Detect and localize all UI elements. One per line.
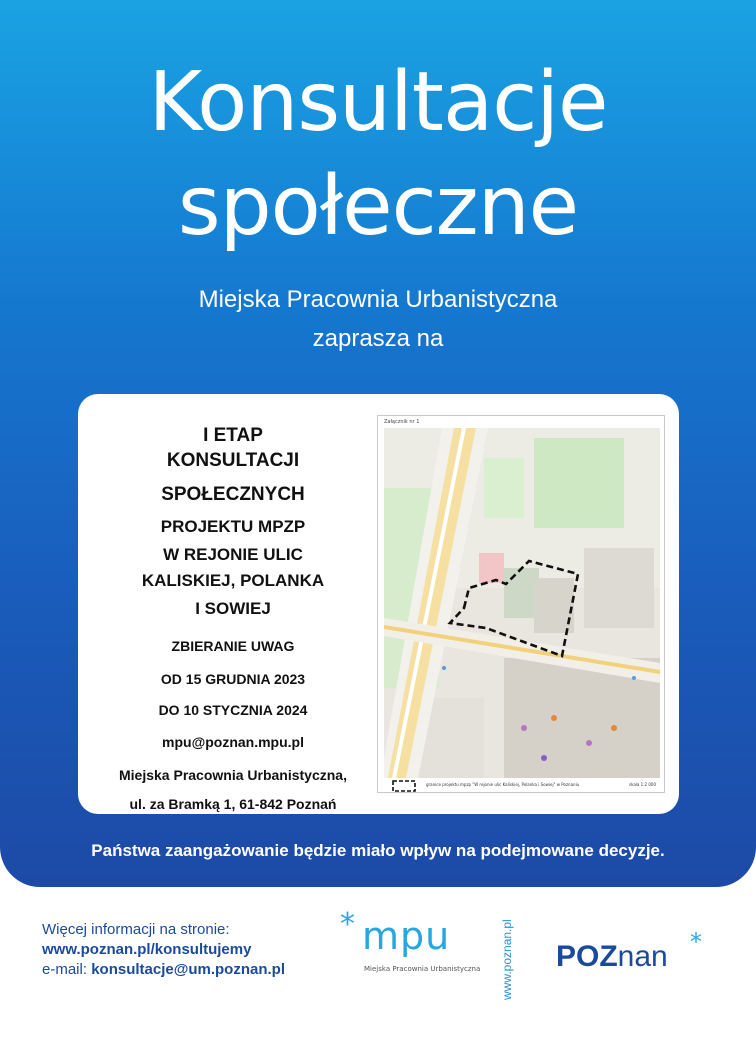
mpu-logo-text: mpu — [362, 914, 451, 958]
subtitle-line-1: Miejska Pracownia Urbanistyczna — [198, 286, 558, 313]
project-line: KALISKIEJ, POLANKA — [141, 571, 325, 590]
asterisk-icon: * — [690, 928, 702, 956]
project-line: W REJONIE ULIC — [163, 545, 303, 564]
poznan-logo-caps: POZ — [556, 940, 618, 973]
collection-label: ZBIERANIE UWAG — [171, 638, 295, 654]
map-legend-text: granice projektu mpzp "W rejonie ulic Kaliskiej, Polanka i Sowiej" w Poznaniu — [426, 782, 580, 787]
stage-line: KONSULTACJI — [166, 450, 300, 471]
map-heading: Załącznik nr 1 — [384, 419, 420, 425]
poznan-logo-rest: nan — [617, 940, 668, 973]
date-to: DO 10 STYCZNIA 2024 — [158, 702, 308, 718]
impact-statement: Państwa zaangażowanie będzie miało wpływ na podejmowane decyzje. — [91, 841, 665, 860]
project-line: PROJEKTU MPZP — [160, 517, 306, 536]
subtitle-line-2: zaprasza na — [312, 325, 444, 352]
consultation-info — [78, 394, 388, 814]
project-line: I SOWIEJ — [195, 599, 271, 618]
asterisk-icon: * — [340, 907, 355, 942]
date-from: OD 15 GRUDNIA 2023 — [160, 671, 306, 687]
stage-line: SPOŁECZNYCH — [161, 484, 305, 505]
site-map — [377, 415, 665, 793]
address-name: Miejska Pracownia Urbanistyczna, — [119, 767, 347, 783]
footer-email-label: e-mail: — [42, 961, 92, 978]
legend-boundary-icon — [392, 780, 416, 792]
mpu-logo — [340, 907, 490, 984]
map-scale: skala 1:2 000 — [629, 782, 656, 787]
stage-line: I ETAP — [203, 425, 263, 446]
footer-email-row — [42, 960, 285, 980]
poznan-logo — [556, 940, 668, 974]
vertical-url: www.poznan.pl — [500, 919, 514, 1000]
title-line-2: społeczne — [177, 159, 579, 254]
footer-email-link[interactable]: konsultacje@um.poznan.pl — [91, 961, 286, 978]
title-line-1: Konsultacje — [148, 55, 608, 150]
footer-info — [42, 920, 285, 980]
contact-email[interactable]: mpu@poznan.mpu.pl — [162, 734, 304, 750]
footer-info-label: Więcej informacji na stronie: — [42, 921, 230, 938]
footer-website-link[interactable]: www.poznan.pl/konsultujemy — [42, 941, 252, 958]
mpu-logo-subtitle: Miejska Pracownia Urbanistyczna — [364, 965, 481, 973]
map-image — [384, 428, 660, 778]
address-street: ul. za Bramką 1, 61-842 Poznań — [129, 796, 337, 812]
